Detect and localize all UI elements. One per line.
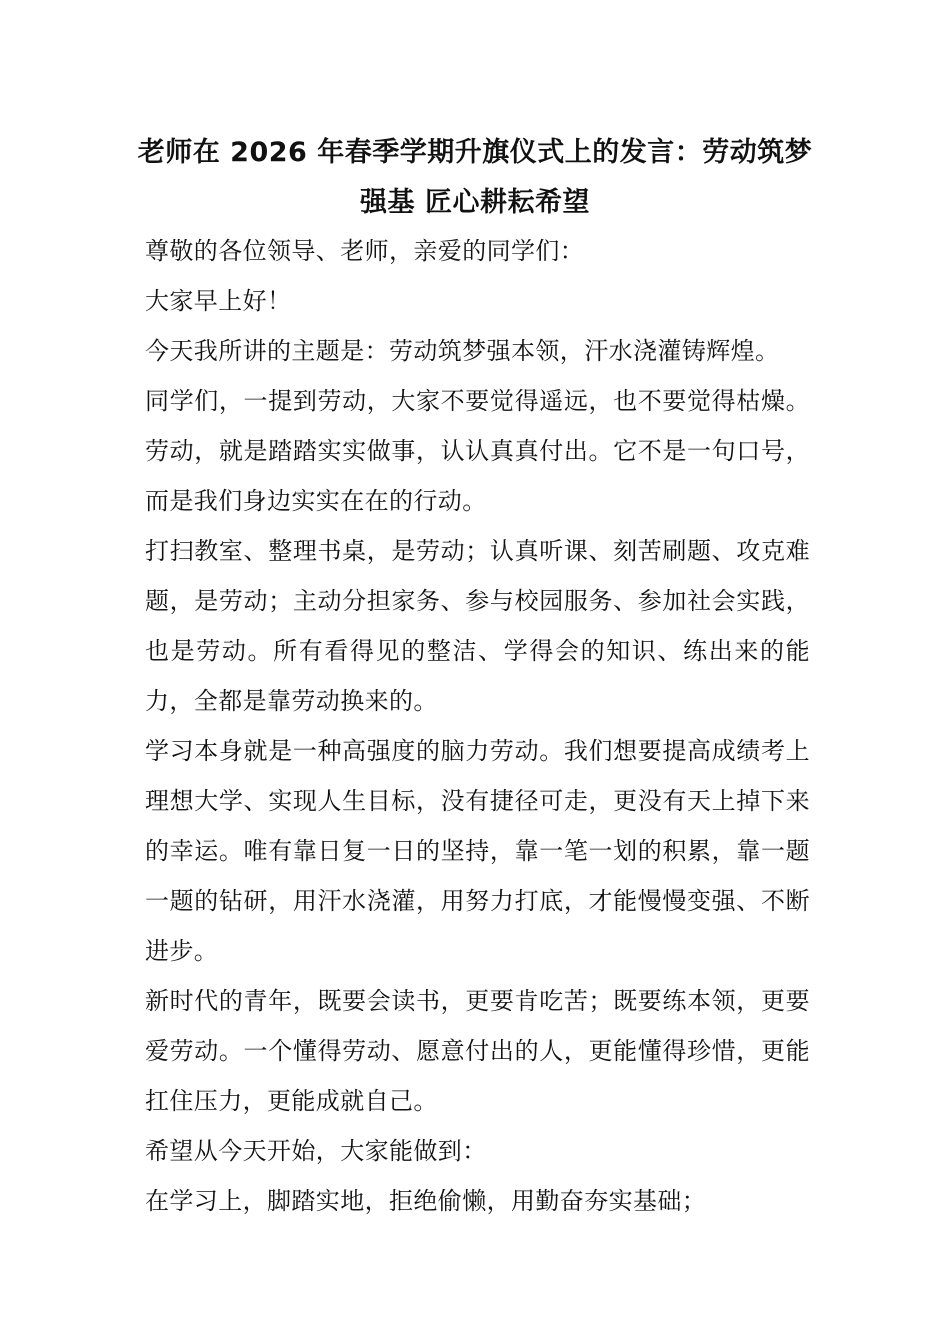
paragraph-topic: 今天我所讲的主题是：劳动筑梦强本领，汗水浇灌铸辉煌。 — [145, 337, 780, 365]
document-body — [145, 226, 810, 1226]
paragraph-good-morning: 大家早上好！ — [145, 287, 292, 315]
paragraph-hope: 希望从今天开始，大家能做到： — [145, 1137, 487, 1165]
paragraph-labor-meaning: 同学们，一提到劳动，大家不要觉得遥远，也不要觉得枯燥。劳动，就是踏踏实实做事，认认真真付出。它不是一句口号，而是我们身边实实在在的行动。 — [145, 387, 810, 515]
document-title: 老师在 2026 年春季学期升旗仪式上的发言：劳动筑梦强基 匠心耕耘希望 — [137, 137, 813, 218]
paragraph-greeting: 尊敬的各位领导、老师，亲爱的同学们： — [145, 237, 585, 265]
paragraph-study-goal: 在学习上，脚踏实地，拒绝偷懒，用勤奋夯实基础； — [145, 1187, 707, 1215]
paragraph-labor-examples: 打扫教室、整理书桌，是劳动；认真听课、刻苦刷题、攻克难题，是劳动；主动分担家务、参与校园服务、参加社会实践，也是劳动。所有看得见的整洁、学得会的知识、练出来的能力，全都是靠劳动换来的。 — [145, 537, 810, 715]
paragraph-study-as-labor: 学习本身就是一种高强度的脑力劳动。我们想要提高成绩考上理想大学、实现人生目标，没有捷径可走，更没有天上掉下来的幸运。唯有靠日复一日的坚持，靠一笔一划的积累，靠一题一题的钻研，用汗水浇灌，用努力打底，才能慢慢变强、不断进步。 — [145, 737, 810, 965]
paragraph-new-era-youth: 新时代的青年，既要会读书，更要肯吃苦；既要练本领，更要爱劳动。一个懂得劳动、愿意付出的人，更能懂得珍惜，更能扛住压力，更能成就自己。 — [145, 987, 810, 1115]
